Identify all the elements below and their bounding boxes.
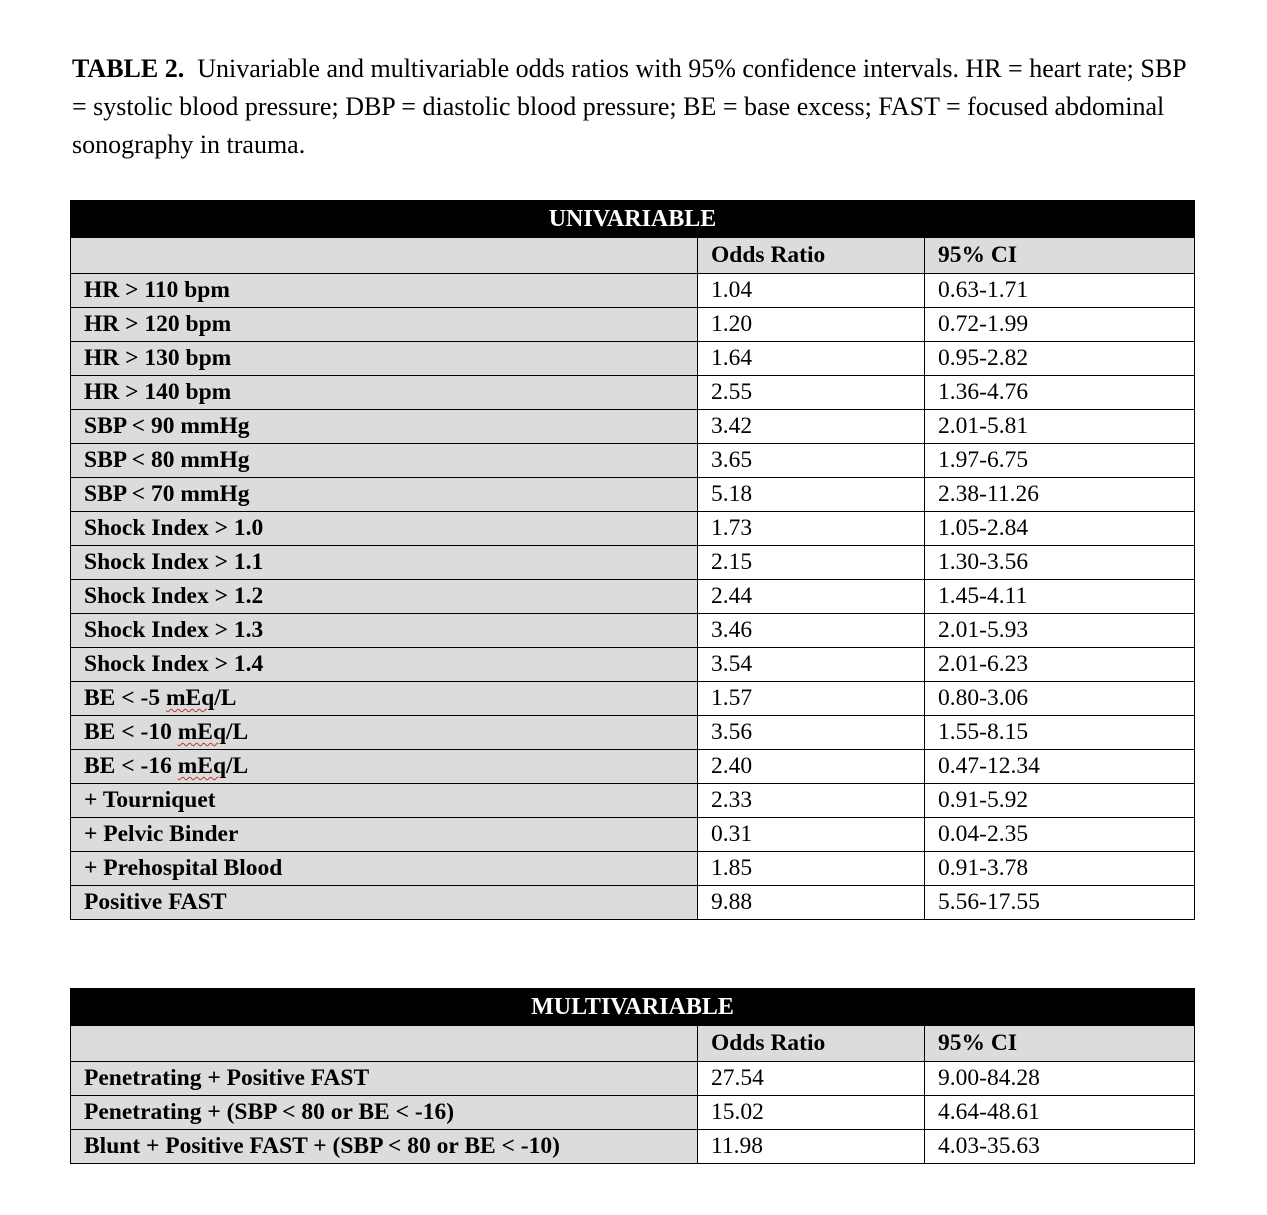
ci-cell: 0.72-1.99 <box>925 308 1195 342</box>
row-label: SBP < 80 mmHg <box>71 444 698 478</box>
table-row <box>71 886 1195 920</box>
table-row <box>71 274 1195 308</box>
odds-ratio-cell: 1.04 <box>698 274 925 308</box>
table-row <box>71 716 1195 750</box>
row-label: Shock Index > 1.0 <box>71 512 698 546</box>
ci-cell: 2.01-6.23 <box>925 648 1195 682</box>
table-row <box>71 784 1195 818</box>
ci-cell: 1.55-8.15 <box>925 716 1195 750</box>
row-label-suffix: /L <box>226 753 249 779</box>
table-row <box>71 444 1195 478</box>
row-label <box>71 750 698 784</box>
multivariable-table <box>70 988 1195 1164</box>
row-label: Shock Index > 1.2 <box>71 580 698 614</box>
header-odds-ratio: Odds Ratio <box>698 1026 925 1062</box>
odds-ratio-cell: 1.73 <box>698 512 925 546</box>
row-label: Shock Index > 1.1 <box>71 546 698 580</box>
table-caption <box>72 50 1202 164</box>
odds-ratio-cell: 1.85 <box>698 852 925 886</box>
odds-ratio-cell: 11.98 <box>698 1130 925 1164</box>
ci-cell: 0.47-12.34 <box>925 750 1195 784</box>
odds-ratio-cell: 1.57 <box>698 682 925 716</box>
row-label-prefix: BE < -10 <box>84 719 178 745</box>
caption-text: Univariable and multivariable odds ratios with 95% confidence intervals. HR = heart rate; SBP = systolic blood pressure; DBP = diastolic blood pressure; BE = base excess; FAST = focused abdominal sonography in trauma. <box>72 54 1186 159</box>
row-label-prefix: BE < -5 <box>84 685 166 711</box>
table-row <box>71 852 1195 886</box>
table-row <box>71 580 1195 614</box>
odds-ratio-cell: 3.46 <box>698 614 925 648</box>
ci-cell: 5.56-17.55 <box>925 886 1195 920</box>
table-row <box>71 648 1195 682</box>
odds-ratio-cell: 3.56 <box>698 716 925 750</box>
row-label: HR > 120 bpm <box>71 308 698 342</box>
row-label <box>71 716 698 750</box>
header-ci: 95% CI <box>925 238 1195 274</box>
ci-cell: 0.63-1.71 <box>925 274 1195 308</box>
table-row <box>71 512 1195 546</box>
odds-ratio-cell: 2.40 <box>698 750 925 784</box>
ci-cell: 4.03-35.63 <box>925 1130 1195 1164</box>
row-label-unit: mEq <box>177 719 227 745</box>
row-label-suffix: /L <box>214 685 237 711</box>
row-label-prefix: BE < -16 <box>84 753 178 779</box>
odds-ratio-cell: 0.31 <box>698 818 925 852</box>
ci-cell: 9.00-84.28 <box>925 1062 1195 1096</box>
table-row <box>71 614 1195 648</box>
table-row <box>71 682 1195 716</box>
row-label: Penetrating + (SBP < 80 or BE < -16) <box>71 1096 698 1130</box>
table-row <box>71 308 1195 342</box>
row-label: + Pelvic Binder <box>71 818 698 852</box>
row-label-suffix: /L <box>226 719 249 745</box>
table-row <box>71 750 1195 784</box>
univariable-banner <box>71 201 1195 238</box>
ci-cell: 0.91-3.78 <box>925 852 1195 886</box>
univariable-table <box>70 200 1195 920</box>
table-row <box>71 1130 1195 1164</box>
row-label: + Tourniquet <box>71 784 698 818</box>
row-label: SBP < 90 mmHg <box>71 410 698 444</box>
ci-cell: 1.05-2.84 <box>925 512 1195 546</box>
row-label: HR > 110 bpm <box>71 274 698 308</box>
ci-cell: 0.04-2.35 <box>925 818 1195 852</box>
ci-cell: 1.36-4.76 <box>925 376 1195 410</box>
odds-ratio-cell: 2.55 <box>698 376 925 410</box>
ci-cell: 1.30-3.56 <box>925 546 1195 580</box>
ci-cell: 0.91-5.92 <box>925 784 1195 818</box>
row-label: + Prehospital Blood <box>71 852 698 886</box>
ci-cell: 0.95-2.82 <box>925 342 1195 376</box>
table-row <box>71 410 1195 444</box>
row-label: HR > 130 bpm <box>71 342 698 376</box>
ci-cell: 2.01-5.93 <box>925 614 1195 648</box>
odds-ratio-cell: 3.42 <box>698 410 925 444</box>
row-label: Shock Index > 1.3 <box>71 614 698 648</box>
header-ci: 95% CI <box>925 1026 1195 1062</box>
ci-cell: 1.45-4.11 <box>925 580 1195 614</box>
row-label <box>71 682 698 716</box>
table-row <box>71 1096 1195 1130</box>
odds-ratio-cell: 27.54 <box>698 1062 925 1096</box>
table-row <box>71 1062 1195 1096</box>
odds-ratio-cell: 5.18 <box>698 478 925 512</box>
multivariable-header-row <box>71 1026 1195 1062</box>
odds-ratio-cell: 1.64 <box>698 342 925 376</box>
odds-ratio-cell: 3.54 <box>698 648 925 682</box>
table-row <box>71 478 1195 512</box>
row-label: SBP < 70 mmHg <box>71 478 698 512</box>
caption-label: TABLE 2. <box>72 54 185 83</box>
odds-ratio-cell: 15.02 <box>698 1096 925 1130</box>
ci-cell: 0.80-3.06 <box>925 682 1195 716</box>
row-label: Positive FAST <box>71 886 698 920</box>
ci-cell: 1.97-6.75 <box>925 444 1195 478</box>
row-label: HR > 140 bpm <box>71 376 698 410</box>
ci-cell: 2.01-5.81 <box>925 410 1195 444</box>
table-row <box>71 546 1195 580</box>
multivariable-title: MULTIVARIABLE <box>71 989 1195 1026</box>
odds-ratio-cell: 1.20 <box>698 308 925 342</box>
odds-ratio-cell: 2.15 <box>698 546 925 580</box>
univariable-title: UNIVARIABLE <box>71 201 1195 238</box>
row-label: Penetrating + Positive FAST <box>71 1062 698 1096</box>
ci-cell: 2.38-11.26 <box>925 478 1195 512</box>
ci-cell: 4.64-48.61 <box>925 1096 1195 1130</box>
header-empty-cell <box>71 1026 698 1062</box>
row-label: Shock Index > 1.4 <box>71 648 698 682</box>
odds-ratio-cell: 9.88 <box>698 886 925 920</box>
table-row <box>71 818 1195 852</box>
odds-ratio-cell: 2.33 <box>698 784 925 818</box>
header-odds-ratio: Odds Ratio <box>698 238 925 274</box>
header-empty-cell <box>71 238 698 274</box>
odds-ratio-cell: 2.44 <box>698 580 925 614</box>
table-row <box>71 376 1195 410</box>
table-row <box>71 342 1195 376</box>
univariable-header-row <box>71 238 1195 274</box>
row-label-unit: mEq <box>177 753 227 779</box>
odds-ratio-cell: 3.65 <box>698 444 925 478</box>
row-label: Blunt + Positive FAST + (SBP < 80 or BE < -10) <box>71 1130 698 1164</box>
multivariable-banner <box>71 989 1195 1026</box>
row-label-unit: mEq <box>165 685 215 711</box>
